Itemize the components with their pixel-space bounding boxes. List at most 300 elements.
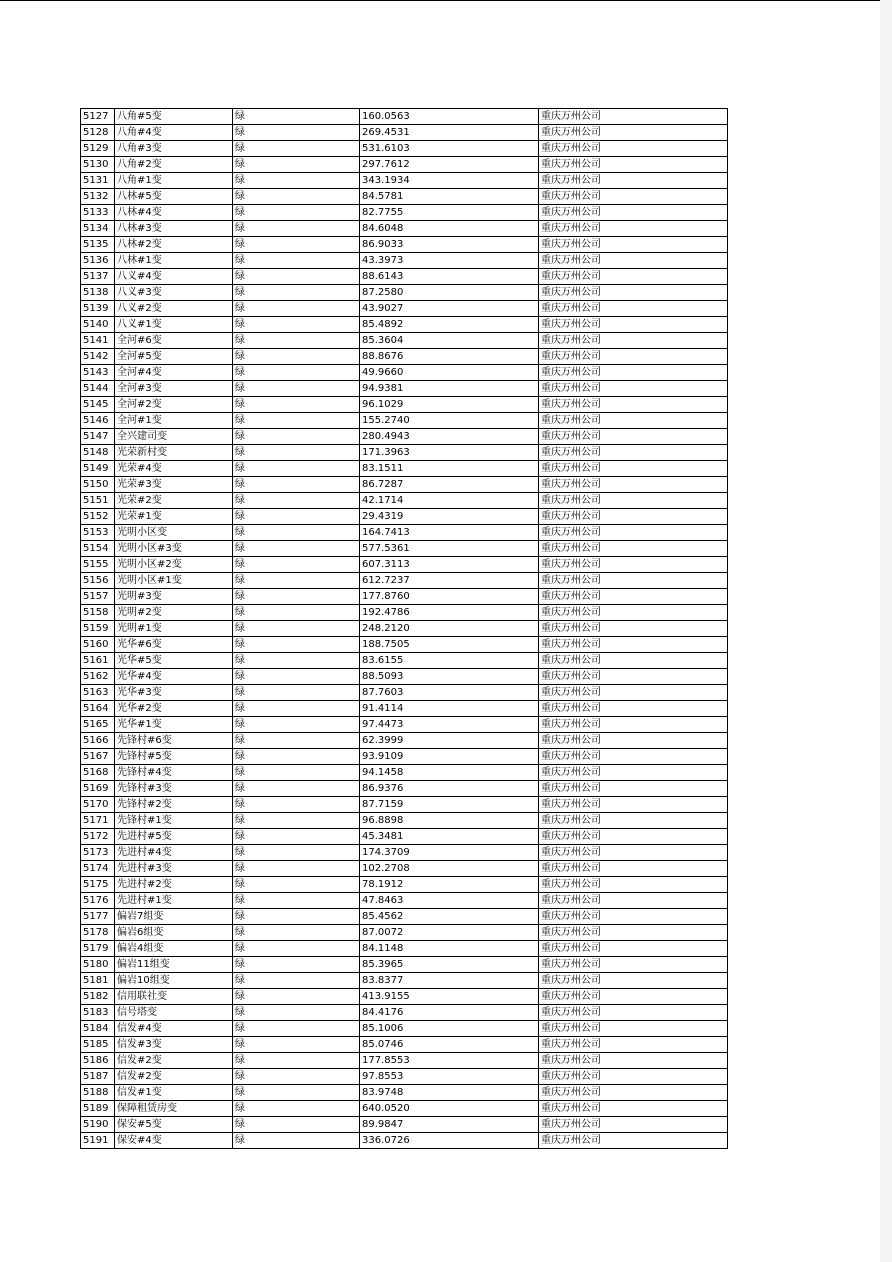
cell-status: 绿 [233, 1021, 360, 1037]
cell-name: 信发#2变 [115, 1069, 233, 1085]
cell-name: 先锋村#1变 [115, 813, 233, 829]
cell-company: 重庆万州公司 [539, 541, 728, 557]
cell-value: 87.0072 [360, 925, 539, 941]
cell-company: 重庆万州公司 [539, 605, 728, 621]
cell-status: 绿 [233, 989, 360, 1005]
cell-value: 84.6048 [360, 221, 539, 237]
cell-id: 5151 [81, 493, 115, 509]
cell-company: 重庆万州公司 [539, 109, 728, 125]
cell-name: 信发#3变 [115, 1037, 233, 1053]
cell-company: 重庆万州公司 [539, 493, 728, 509]
cell-name: 八林#5变 [115, 189, 233, 205]
cell-status: 绿 [233, 765, 360, 781]
cell-company: 重庆万州公司 [539, 621, 728, 637]
cell-value: 85.4562 [360, 909, 539, 925]
cell-name: 八角#1变 [115, 173, 233, 189]
cell-id: 5172 [81, 829, 115, 845]
cell-id: 5163 [81, 685, 115, 701]
cell-name: 光明#3变 [115, 589, 233, 605]
cell-value: 607.3113 [360, 557, 539, 573]
cell-id: 5143 [81, 365, 115, 381]
cell-value: 177.8553 [360, 1053, 539, 1069]
cell-id: 5161 [81, 653, 115, 669]
cell-id: 5159 [81, 621, 115, 637]
cell-company: 重庆万州公司 [539, 909, 728, 925]
cell-name: 全兴建司变 [115, 429, 233, 445]
cell-company: 重庆万州公司 [539, 397, 728, 413]
table-row [81, 189, 728, 205]
table-row [81, 1053, 728, 1069]
cell-id: 5154 [81, 541, 115, 557]
cell-company: 重庆万州公司 [539, 237, 728, 253]
cell-id: 5149 [81, 461, 115, 477]
cell-status: 绿 [233, 877, 360, 893]
cell-company: 重庆万州公司 [539, 861, 728, 877]
cell-status: 绿 [233, 957, 360, 973]
cell-id: 5129 [81, 141, 115, 157]
table-row [81, 173, 728, 189]
cell-id: 5176 [81, 893, 115, 909]
cell-status: 绿 [233, 333, 360, 349]
cell-status: 绿 [233, 1037, 360, 1053]
cell-name: 先锋村#3变 [115, 781, 233, 797]
table-row [81, 301, 728, 317]
cell-value: 83.6155 [360, 653, 539, 669]
cell-name: 信发#1变 [115, 1085, 233, 1101]
cell-value: 171.3963 [360, 445, 539, 461]
cell-id: 5148 [81, 445, 115, 461]
table-row [81, 749, 728, 765]
cell-status: 绿 [233, 813, 360, 829]
cell-status: 绿 [233, 349, 360, 365]
cell-value: 88.6143 [360, 269, 539, 285]
cell-status: 绿 [233, 525, 360, 541]
cell-company: 重庆万州公司 [539, 589, 728, 605]
cell-name: 光荣#3变 [115, 477, 233, 493]
cell-name: 先进村#5变 [115, 829, 233, 845]
cell-value: 87.7159 [360, 797, 539, 813]
cell-status: 绿 [233, 253, 360, 269]
cell-name: 八角#2变 [115, 157, 233, 173]
cell-name: 全河#2变 [115, 397, 233, 413]
cell-id: 5140 [81, 317, 115, 333]
cell-name: 信用联社变 [115, 989, 233, 1005]
cell-value: 86.7287 [360, 477, 539, 493]
cell-id: 5180 [81, 957, 115, 973]
cell-name: 八林#2变 [115, 237, 233, 253]
cell-company: 重庆万州公司 [539, 1069, 728, 1085]
table-row [81, 989, 728, 1005]
cell-status: 绿 [233, 685, 360, 701]
cell-id: 5152 [81, 509, 115, 525]
table-row [81, 957, 728, 973]
table-row [81, 1101, 728, 1117]
table-row [81, 141, 728, 157]
table-row [81, 317, 728, 333]
table-row [81, 493, 728, 509]
cell-company: 重庆万州公司 [539, 413, 728, 429]
cell-id: 5156 [81, 573, 115, 589]
cell-company: 重庆万州公司 [539, 653, 728, 669]
cell-company: 重庆万州公司 [539, 797, 728, 813]
cell-status: 绿 [233, 189, 360, 205]
cell-value: 84.1148 [360, 941, 539, 957]
table-row [81, 365, 728, 381]
cell-id: 5132 [81, 189, 115, 205]
cell-status: 绿 [233, 173, 360, 189]
table-row [81, 525, 728, 541]
cell-company: 重庆万州公司 [539, 749, 728, 765]
cell-id: 5179 [81, 941, 115, 957]
cell-name: 全河#4变 [115, 365, 233, 381]
table-row [81, 1021, 728, 1037]
table-row [81, 685, 728, 701]
cell-value: 87.7603 [360, 685, 539, 701]
cell-id: 5181 [81, 973, 115, 989]
cell-value: 102.2708 [360, 861, 539, 877]
cell-id: 5167 [81, 749, 115, 765]
cell-value: 83.8377 [360, 973, 539, 989]
cell-value: 640.0520 [360, 1101, 539, 1117]
cell-status: 绿 [233, 157, 360, 173]
cell-status: 绿 [233, 317, 360, 333]
cell-name: 偏岩4组变 [115, 941, 233, 957]
cell-status: 绿 [233, 1085, 360, 1101]
cell-status: 绿 [233, 477, 360, 493]
cell-company: 重庆万州公司 [539, 141, 728, 157]
cell-name: 八角#5变 [115, 109, 233, 125]
table-row [81, 829, 728, 845]
table-row [81, 349, 728, 365]
cell-company: 重庆万州公司 [539, 445, 728, 461]
table-row [81, 333, 728, 349]
cell-value: 343.1934 [360, 173, 539, 189]
cell-status: 绿 [233, 429, 360, 445]
cell-status: 绿 [233, 781, 360, 797]
cell-value: 97.4473 [360, 717, 539, 733]
cell-name: 信发#2变 [115, 1053, 233, 1069]
cell-id: 5187 [81, 1069, 115, 1085]
cell-name: 八义#4变 [115, 269, 233, 285]
table-row [81, 573, 728, 589]
cell-id: 5133 [81, 205, 115, 221]
cell-status: 绿 [233, 1005, 360, 1021]
cell-company: 重庆万州公司 [539, 253, 728, 269]
cell-status: 绿 [233, 605, 360, 621]
cell-id: 5164 [81, 701, 115, 717]
cell-name: 先锋村#6变 [115, 733, 233, 749]
cell-status: 绿 [233, 1069, 360, 1085]
cell-id: 5188 [81, 1085, 115, 1101]
cell-company: 重庆万州公司 [539, 333, 728, 349]
cell-value: 91.4114 [360, 701, 539, 717]
cell-status: 绿 [233, 125, 360, 141]
cell-name: 保安#5变 [115, 1117, 233, 1133]
cell-company: 重庆万州公司 [539, 509, 728, 525]
cell-value: 94.9381 [360, 381, 539, 397]
cell-status: 绿 [233, 205, 360, 221]
cell-name: 保安#4变 [115, 1133, 233, 1149]
top-border-line [0, 0, 892, 1]
table-row [81, 237, 728, 253]
cell-status: 绿 [233, 541, 360, 557]
cell-name: 光华#4变 [115, 669, 233, 685]
cell-company: 重庆万州公司 [539, 1005, 728, 1021]
cell-value: 86.9376 [360, 781, 539, 797]
table-row [81, 253, 728, 269]
cell-value: 62.3999 [360, 733, 539, 749]
table-row [81, 589, 728, 605]
table-row [81, 125, 728, 141]
cell-name: 全河#3变 [115, 381, 233, 397]
cell-company: 重庆万州公司 [539, 1133, 728, 1149]
cell-id: 5177 [81, 909, 115, 925]
cell-value: 93.9109 [360, 749, 539, 765]
cell-name: 光荣#1变 [115, 509, 233, 525]
cell-value: 45.3481 [360, 829, 539, 845]
cell-company: 重庆万州公司 [539, 957, 728, 973]
cell-company: 重庆万州公司 [539, 845, 728, 861]
cell-company: 重庆万州公司 [539, 925, 728, 941]
cell-company: 重庆万州公司 [539, 189, 728, 205]
cell-status: 绿 [233, 573, 360, 589]
cell-id: 5158 [81, 605, 115, 621]
cell-name: 光明小区#3变 [115, 541, 233, 557]
cell-name: 全河#1变 [115, 413, 233, 429]
cell-company: 重庆万州公司 [539, 781, 728, 797]
cell-name: 先锋村#5变 [115, 749, 233, 765]
table-body [81, 109, 728, 1149]
cell-name: 先进村#3变 [115, 861, 233, 877]
cell-id: 5184 [81, 1021, 115, 1037]
cell-company: 重庆万州公司 [539, 285, 728, 301]
cell-status: 绿 [233, 1117, 360, 1133]
table-row [81, 845, 728, 861]
cell-value: 160.0563 [360, 109, 539, 125]
cell-status: 绿 [233, 845, 360, 861]
cell-company: 重庆万州公司 [539, 1021, 728, 1037]
cell-status: 绿 [233, 733, 360, 749]
cell-company: 重庆万州公司 [539, 349, 728, 365]
cell-company: 重庆万州公司 [539, 669, 728, 685]
cell-name: 偏岩7组变 [115, 909, 233, 925]
cell-name: 先锋村#4变 [115, 765, 233, 781]
cell-id: 5186 [81, 1053, 115, 1069]
cell-value: 88.8676 [360, 349, 539, 365]
cell-status: 绿 [233, 589, 360, 605]
cell-company: 重庆万州公司 [539, 461, 728, 477]
cell-status: 绿 [233, 717, 360, 733]
cell-name: 先锋村#2变 [115, 797, 233, 813]
cell-id: 5190 [81, 1117, 115, 1133]
cell-value: 85.1006 [360, 1021, 539, 1037]
cell-value: 177.8760 [360, 589, 539, 605]
cell-name: 八义#2变 [115, 301, 233, 317]
cell-id: 5162 [81, 669, 115, 685]
cell-company: 重庆万州公司 [539, 1117, 728, 1133]
cell-value: 83.9748 [360, 1085, 539, 1101]
cell-company: 重庆万州公司 [539, 989, 728, 1005]
cell-value: 85.4892 [360, 317, 539, 333]
cell-value: 82.7755 [360, 205, 539, 221]
table-row [81, 429, 728, 445]
cell-value: 43.3973 [360, 253, 539, 269]
cell-status: 绿 [233, 749, 360, 765]
table-row [81, 861, 728, 877]
table-row [81, 621, 728, 637]
cell-status: 绿 [233, 461, 360, 477]
cell-company: 重庆万州公司 [539, 173, 728, 189]
cell-status: 绿 [233, 445, 360, 461]
cell-value: 612.7237 [360, 573, 539, 589]
cell-id: 5145 [81, 397, 115, 413]
page-edge-shade [880, 0, 892, 1262]
table-row [81, 541, 728, 557]
table-row [81, 701, 728, 717]
cell-company: 重庆万州公司 [539, 941, 728, 957]
cell-value: 84.5781 [360, 189, 539, 205]
cell-value: 47.8463 [360, 893, 539, 909]
cell-company: 重庆万州公司 [539, 125, 728, 141]
cell-id: 5137 [81, 269, 115, 285]
cell-company: 重庆万州公司 [539, 1053, 728, 1069]
cell-name: 光明小区变 [115, 525, 233, 541]
cell-id: 5150 [81, 477, 115, 493]
table-row [81, 781, 728, 797]
cell-name: 光荣#2变 [115, 493, 233, 509]
cell-id: 5171 [81, 813, 115, 829]
cell-name: 八义#1变 [115, 317, 233, 333]
cell-name: 光华#6变 [115, 637, 233, 653]
table-row [81, 973, 728, 989]
cell-name: 八林#4变 [115, 205, 233, 221]
cell-id: 5155 [81, 557, 115, 573]
cell-status: 绿 [233, 269, 360, 285]
cell-company: 重庆万州公司 [539, 701, 728, 717]
cell-name: 光华#3变 [115, 685, 233, 701]
table-row [81, 109, 728, 125]
cell-id: 5178 [81, 925, 115, 941]
cell-id: 5166 [81, 733, 115, 749]
table-row [81, 1037, 728, 1053]
cell-status: 绿 [233, 925, 360, 941]
cell-value: 88.5093 [360, 669, 539, 685]
table-row [81, 509, 728, 525]
table-row [81, 1117, 728, 1133]
table-row [81, 765, 728, 781]
data-table [80, 108, 728, 1149]
cell-name: 八角#4变 [115, 125, 233, 141]
table-row [81, 717, 728, 733]
cell-status: 绿 [233, 141, 360, 157]
cell-id: 5165 [81, 717, 115, 733]
table-row [81, 285, 728, 301]
cell-status: 绿 [233, 493, 360, 509]
cell-id: 5144 [81, 381, 115, 397]
cell-status: 绿 [233, 509, 360, 525]
cell-status: 绿 [233, 285, 360, 301]
cell-company: 重庆万州公司 [539, 637, 728, 653]
cell-status: 绿 [233, 109, 360, 125]
cell-value: 248.2120 [360, 621, 539, 637]
table-row [81, 877, 728, 893]
cell-id: 5131 [81, 173, 115, 189]
cell-status: 绿 [233, 621, 360, 637]
cell-id: 5185 [81, 1037, 115, 1053]
cell-status: 绿 [233, 413, 360, 429]
cell-name: 先进村#4变 [115, 845, 233, 861]
cell-company: 重庆万州公司 [539, 829, 728, 845]
cell-name: 光华#1变 [115, 717, 233, 733]
cell-company: 重庆万州公司 [539, 877, 728, 893]
cell-id: 5168 [81, 765, 115, 781]
table-row [81, 1005, 728, 1021]
table-row [81, 397, 728, 413]
cell-name: 光明小区#1变 [115, 573, 233, 589]
cell-company: 重庆万州公司 [539, 317, 728, 333]
cell-value: 94.1458 [360, 765, 539, 781]
cell-value: 86.9033 [360, 237, 539, 253]
cell-company: 重庆万州公司 [539, 429, 728, 445]
cell-status: 绿 [233, 301, 360, 317]
cell-name: 光明#2变 [115, 605, 233, 621]
cell-value: 87.2580 [360, 285, 539, 301]
cell-value: 531.6103 [360, 141, 539, 157]
cell-name: 光华#2变 [115, 701, 233, 717]
table-row [81, 893, 728, 909]
cell-status: 绿 [233, 941, 360, 957]
table-row [81, 221, 728, 237]
table-row [81, 653, 728, 669]
cell-id: 5146 [81, 413, 115, 429]
cell-status: 绿 [233, 893, 360, 909]
table-row [81, 941, 728, 957]
cell-name: 光明小区#2变 [115, 557, 233, 573]
cell-value: 97.8553 [360, 1069, 539, 1085]
cell-company: 重庆万州公司 [539, 765, 728, 781]
cell-value: 96.1029 [360, 397, 539, 413]
cell-status: 绿 [233, 669, 360, 685]
table-row [81, 909, 728, 925]
cell-name: 光荣新村变 [115, 445, 233, 461]
cell-status: 绿 [233, 1133, 360, 1149]
cell-id: 5170 [81, 797, 115, 813]
table-row [81, 1085, 728, 1101]
cell-company: 重庆万州公司 [539, 893, 728, 909]
table-row [81, 733, 728, 749]
table-row [81, 1133, 728, 1149]
cell-value: 43.9027 [360, 301, 539, 317]
cell-name: 信发#4变 [115, 1021, 233, 1037]
cell-status: 绿 [233, 797, 360, 813]
table-row [81, 925, 728, 941]
cell-company: 重庆万州公司 [539, 685, 728, 701]
cell-status: 绿 [233, 1101, 360, 1117]
cell-company: 重庆万州公司 [539, 973, 728, 989]
cell-id: 5139 [81, 301, 115, 317]
cell-company: 重庆万州公司 [539, 477, 728, 493]
cell-name: 保障租赁房变 [115, 1101, 233, 1117]
cell-value: 336.0726 [360, 1133, 539, 1149]
table-row [81, 269, 728, 285]
cell-status: 绿 [233, 861, 360, 877]
cell-value: 85.3604 [360, 333, 539, 349]
cell-id: 5136 [81, 253, 115, 269]
table-row [81, 1069, 728, 1085]
table-row [81, 205, 728, 221]
cell-name: 偏岩6组变 [115, 925, 233, 941]
cell-value: 42.1714 [360, 493, 539, 509]
